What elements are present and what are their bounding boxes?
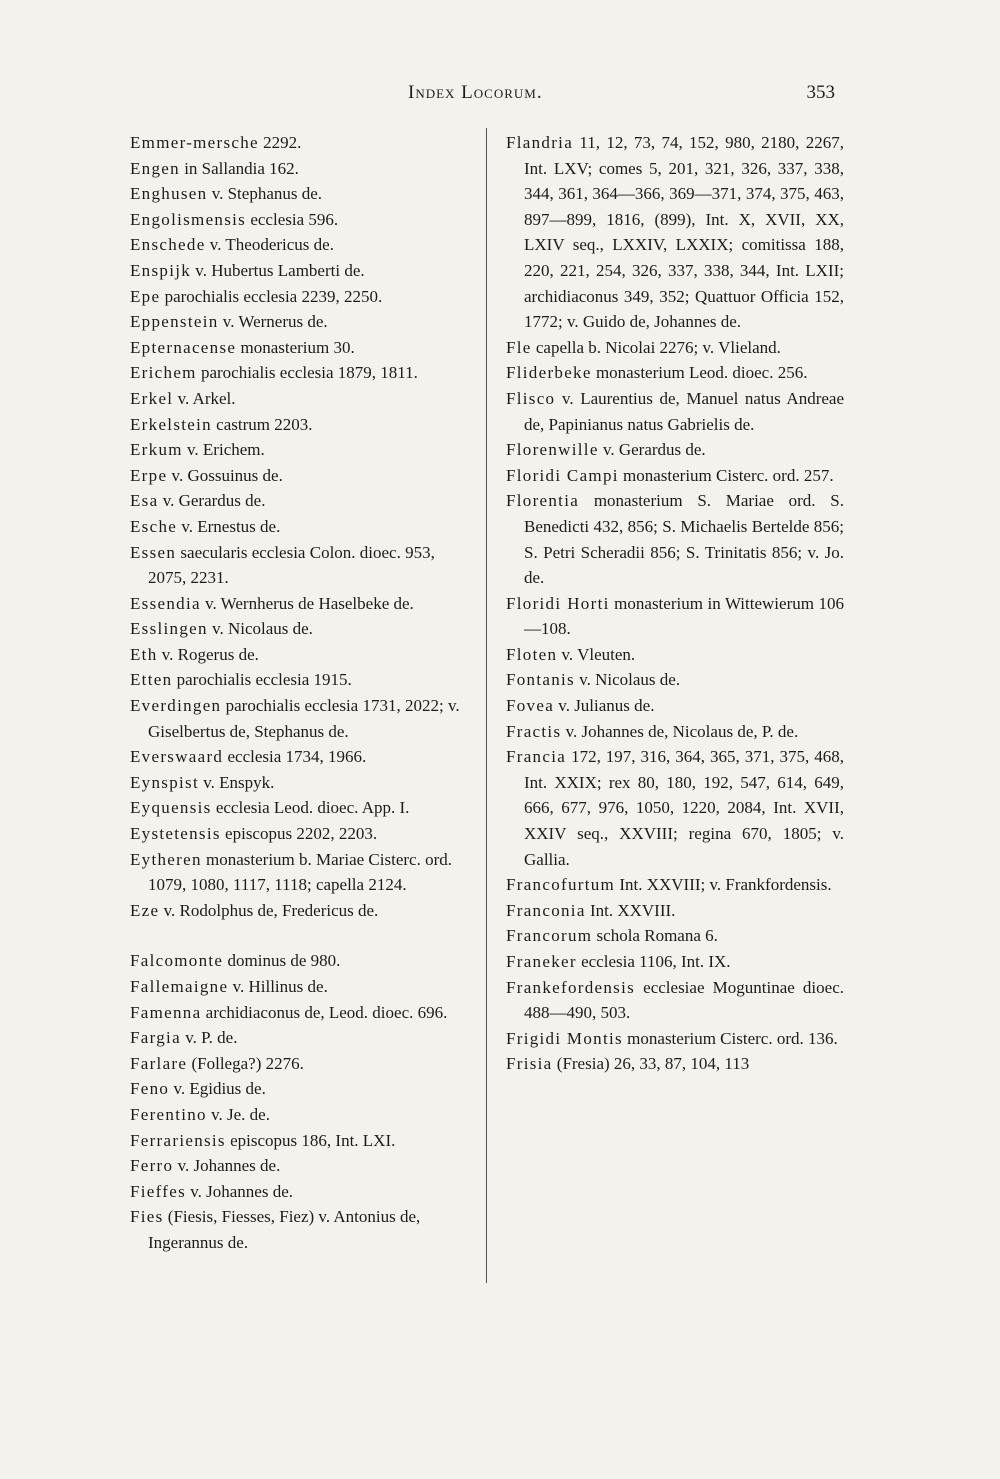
index-term: Fractis: [506, 721, 562, 741]
index-references: v. Erichem.: [182, 440, 265, 460]
index-term: Floridi Campi: [506, 465, 619, 485]
index-term: Ferro: [130, 1156, 174, 1176]
index-entry: [130, 1000, 470, 1026]
page-number: 353: [806, 82, 835, 103]
index-entry: [130, 1025, 470, 1051]
index-entry: [130, 130, 470, 156]
index-references: v. Nicolaus de.: [574, 670, 681, 690]
index-references: monasterium in Wittewierum 106—108.: [524, 593, 844, 639]
index-term: Fies: [130, 1207, 164, 1227]
index-references: monasterium Cisterc. ord. 257.: [618, 465, 834, 485]
index-term: Epe: [130, 286, 161, 306]
right-index-column: [506, 130, 844, 1077]
index-entry: [130, 360, 470, 386]
index-references: v. Arkel.: [173, 388, 236, 408]
index-term: Esa: [130, 491, 159, 511]
index-entry: [506, 693, 844, 719]
index-term: Emmer-mersche: [130, 133, 259, 152]
index-term: Erkelstein: [130, 414, 212, 434]
index-references: v. Stephanus de.: [207, 184, 323, 204]
index-references: parochialis ecclesia 1731, 2022; v. Giselbertus de, Stephanus de.: [148, 696, 460, 741]
index-references: Int. XXVIII.: [585, 900, 676, 920]
index-term: Fallemaigne: [130, 977, 229, 996]
index-entry: [130, 642, 470, 668]
index-entry: [130, 1076, 470, 1102]
index-term: Ferrariensis: [130, 1130, 226, 1150]
index-entry: [506, 463, 844, 489]
index-entry: [506, 591, 844, 642]
index-references: episcopus 2202, 2203.: [220, 824, 378, 844]
index-entry: [130, 284, 470, 310]
index-references: 11, 12, 73, 74, 152, 980, 2180, 2267, Int. LXV; comes 5, 201, 321, 326, 337, 338, 344, 361, 364—366, 369—371, 374, 375, 463, 897—899, 1816, (899), Int. X, XVII, XX, LXIV seq., LXXIV, LXXIX; comitissa 188, 220, 221, 254, 326, 337, 338, 344, Int. LXII; archidiaconus 349, 352; Quattuor Officia 152, 1772; v. Guido de, Johannes de.: [524, 133, 844, 332]
index-term: Floten: [506, 644, 558, 664]
index-references: castrum 2203.: [211, 414, 313, 434]
index-term: Everdingen: [130, 696, 222, 716]
page-title: Index Locorum.: [408, 82, 543, 103]
index-term: Etten: [130, 670, 173, 690]
index-term: Everswaard: [130, 747, 224, 767]
index-term: Essendia: [130, 593, 201, 613]
index-term: Frisia: [506, 1054, 553, 1074]
index-entry: [130, 437, 470, 463]
index-entry: [506, 437, 844, 463]
index-term: Erichem: [130, 363, 197, 383]
index-entry: [130, 1128, 470, 1154]
index-entry: [130, 1179, 470, 1205]
index-term: Eyquensis: [130, 798, 212, 818]
index-entry: [130, 258, 470, 284]
index-references: v. Wernherus de Haselbeke de.: [200, 593, 414, 613]
index-term: Frankefordensis: [506, 977, 636, 997]
index-term: Farlare: [130, 1053, 188, 1073]
index-term: Epternacense: [130, 337, 237, 357]
index-entry: [130, 821, 470, 847]
column-divider: [486, 128, 487, 1283]
index-term: Enspijk: [130, 260, 192, 280]
index-term: Francofurtum: [506, 875, 616, 895]
index-entry: [130, 335, 470, 361]
index-references: v. Rogerus de.: [157, 644, 259, 664]
index-references: monasterium Cisterc. ord. 136.: [622, 1028, 838, 1048]
index-term: Eytheren: [130, 849, 202, 869]
index-term: Florenwille: [506, 440, 599, 460]
index-entry: [130, 514, 470, 540]
index-references: v. Egidius de.: [169, 1079, 266, 1099]
index-term: Enschede: [130, 235, 206, 255]
index-entry: [130, 974, 470, 1000]
index-references: 2292.: [258, 133, 302, 152]
index-term: Famenna: [130, 1002, 202, 1022]
index-entry: [506, 949, 844, 975]
index-term: Flandria: [506, 133, 574, 152]
index-term: Fontanis: [506, 670, 575, 690]
index-references: ecclesia 1106, Int. IX.: [576, 952, 731, 971]
index-term: Francia: [506, 747, 567, 767]
index-references: parochialis ecclesia 1915.: [172, 670, 352, 690]
index-references: v. Ernestus de.: [177, 516, 281, 536]
index-references: v. Theodericus de.: [205, 235, 334, 255]
index-references: in Sallandia 162.: [179, 158, 299, 178]
index-entry: [130, 744, 470, 770]
index-term: Fle: [506, 337, 532, 357]
index-references: ecclesia Leod. dioec. App. I.: [211, 798, 410, 818]
index-references: v. Laurentius de, Manuel natus Andreae de, Papinianus natus Gabrielis de.: [524, 388, 844, 434]
index-entry: [506, 744, 844, 872]
index-references: v. Hillinus de.: [228, 977, 328, 996]
index-references: (Fiesis, Fiesses, Fiez) v. Antonius de, Ingerannus de.: [148, 1207, 421, 1252]
index-entry: [130, 693, 470, 744]
index-entry: [130, 207, 470, 233]
index-references: v. Gossuinus de.: [167, 465, 283, 485]
index-term: Eppenstein: [130, 312, 219, 332]
index-entry: [130, 795, 470, 821]
index-entry: [130, 463, 470, 489]
index-entry: [130, 1102, 470, 1128]
index-references: parochialis ecclesia 1879, 1811.: [196, 363, 418, 383]
index-entry: [130, 386, 470, 412]
index-references: schola Romana 6.: [592, 926, 718, 946]
index-entry: [130, 488, 470, 514]
index-references: dominus de 980.: [223, 951, 341, 971]
index-references: episcopus 186, Int. LXI.: [225, 1130, 396, 1150]
index-term: Fliderbeke: [506, 363, 592, 383]
index-entry: [506, 872, 844, 898]
index-references: v. Rodolphus de, Fredericus de.: [159, 900, 379, 920]
index-entry: [130, 1051, 470, 1077]
index-entry: [130, 898, 470, 924]
index-references: monasterium b. Mariae Cisterc. ord. 1079, 1080, 1117, 1118; capella 2124.: [148, 849, 452, 895]
index-references: parochialis ecclesia 2239, 2250.: [160, 286, 383, 306]
index-term: Enghusen: [130, 184, 208, 204]
index-term: Flisco: [506, 388, 556, 408]
left-index-column: [130, 130, 470, 1256]
index-references: 172, 197, 316, 364, 365, 371, 375, 468, Int. XXIX; rex 80, 180, 192, 547, 614, 649, 666, 677, 976, 1050, 1220, 2084, Int. XVII, XXIV seq., XXVIII; regina 670, 1805; v. Gallia.: [524, 747, 844, 869]
index-entry: [130, 667, 470, 693]
index-term: Eze: [130, 900, 160, 920]
index-term: Ferentino: [130, 1104, 207, 1124]
index-entry: [506, 1051, 844, 1077]
index-references: v. Vleuten.: [557, 644, 636, 664]
index-references: v. Julianus de.: [554, 696, 655, 716]
index-entry: [506, 642, 844, 668]
index-term: Fieffes: [130, 1181, 186, 1201]
index-term: Eystetensis: [130, 824, 221, 844]
index-entry: [130, 616, 470, 642]
index-entry: [130, 948, 470, 974]
index-references: archidiaconus de, Leod. dioec. 696.: [201, 1002, 448, 1022]
index-references: ecclesiae Moguntinae dioec. 488—490, 503.: [524, 977, 844, 1023]
index-term: Frigidi Montis: [506, 1028, 623, 1048]
index-entry: [506, 1026, 844, 1052]
index-entry: [130, 412, 470, 438]
index-entry: [506, 719, 844, 745]
index-references: v. Hubertus Lamberti de.: [191, 260, 365, 280]
index-term: Erkel: [130, 388, 174, 408]
index-entry: [506, 923, 844, 949]
index-term: Fovea: [506, 696, 555, 716]
index-term: Essen: [130, 542, 177, 562]
index-term: Engen: [130, 158, 180, 178]
index-references: monasterium 30.: [236, 337, 355, 357]
index-entry: [130, 156, 470, 182]
index-term: Fargia: [130, 1028, 181, 1048]
index-entry: [130, 181, 470, 207]
index-references: v. Wernerus de.: [218, 312, 328, 332]
index-references: v. Gerardus de.: [158, 491, 266, 511]
index-entry: [130, 1204, 470, 1255]
index-references: v. Johannes de.: [173, 1156, 281, 1176]
index-references: monasterium Leod. dioec. 256.: [591, 363, 808, 383]
index-term: Eth: [130, 644, 158, 664]
index-entry: [506, 488, 844, 590]
index-references: saecularis ecclesia Colon. dioec. 953, 2075, 2231.: [148, 542, 435, 588]
index-entry: [506, 335, 844, 361]
index-term: Feno: [130, 1079, 170, 1099]
index-entry: [130, 770, 470, 796]
index-entry: [130, 847, 470, 898]
index-references: v. Nicolaus de.: [207, 619, 313, 639]
index-term: Florentia: [506, 491, 580, 511]
index-term: Engolismensis: [130, 209, 247, 229]
index-entry: [506, 130, 844, 335]
index-entry: [130, 309, 470, 335]
index-entry: [130, 232, 470, 258]
index-entry: [506, 975, 844, 1026]
index-term: Esslingen: [130, 619, 208, 639]
index-references: (Follega?) 2276.: [187, 1053, 304, 1073]
index-entry: [130, 540, 470, 591]
index-references: monasterium S. Mariae ord. S. Benedicti 432, 856; S. Michaelis Bertelde 856; S. Petri Scheradii 856; S. Trinitatis 856; v. Jo. de.: [524, 491, 844, 588]
index-references: Int. XXVIII; v. Frankfordensis.: [615, 875, 832, 895]
index-term: Floridi Horti: [506, 593, 610, 613]
index-entry: [130, 1153, 470, 1179]
index-term: Francorum: [506, 926, 593, 946]
index-entry: [506, 386, 844, 437]
index-term: Esche: [130, 516, 178, 536]
index-references: capella b. Nicolai 2276; v. Vlieland.: [531, 337, 781, 357]
index-references: ecclesia 1734, 1966.: [223, 747, 367, 767]
index-references: (Fresia) 26, 33, 87, 104, 113: [552, 1054, 750, 1074]
index-entry: [506, 898, 844, 924]
index-references: v. Johannes de, Nicolaus de, P. de.: [561, 721, 799, 741]
index-references: v. Johannes de.: [186, 1181, 294, 1201]
index-term: Erpe: [130, 465, 168, 485]
index-references: v. Enspyk.: [198, 772, 275, 792]
index-references: v. P. de.: [180, 1028, 238, 1048]
index-term: Franeker: [506, 952, 577, 971]
running-head: [0, 82, 1000, 112]
index-term: Eynspist: [130, 772, 199, 792]
index-references: v. Je. de.: [206, 1104, 270, 1124]
index-references: ecclesia 596.: [246, 209, 339, 229]
index-term: Falcomonte: [130, 951, 224, 971]
index-term: Franconia: [506, 900, 586, 920]
index-entry: [506, 667, 844, 693]
index-term: Erkum: [130, 440, 183, 460]
index-entry: [130, 591, 470, 617]
index-references: v. Gerardus de.: [598, 440, 706, 460]
index-entry: [506, 360, 844, 386]
